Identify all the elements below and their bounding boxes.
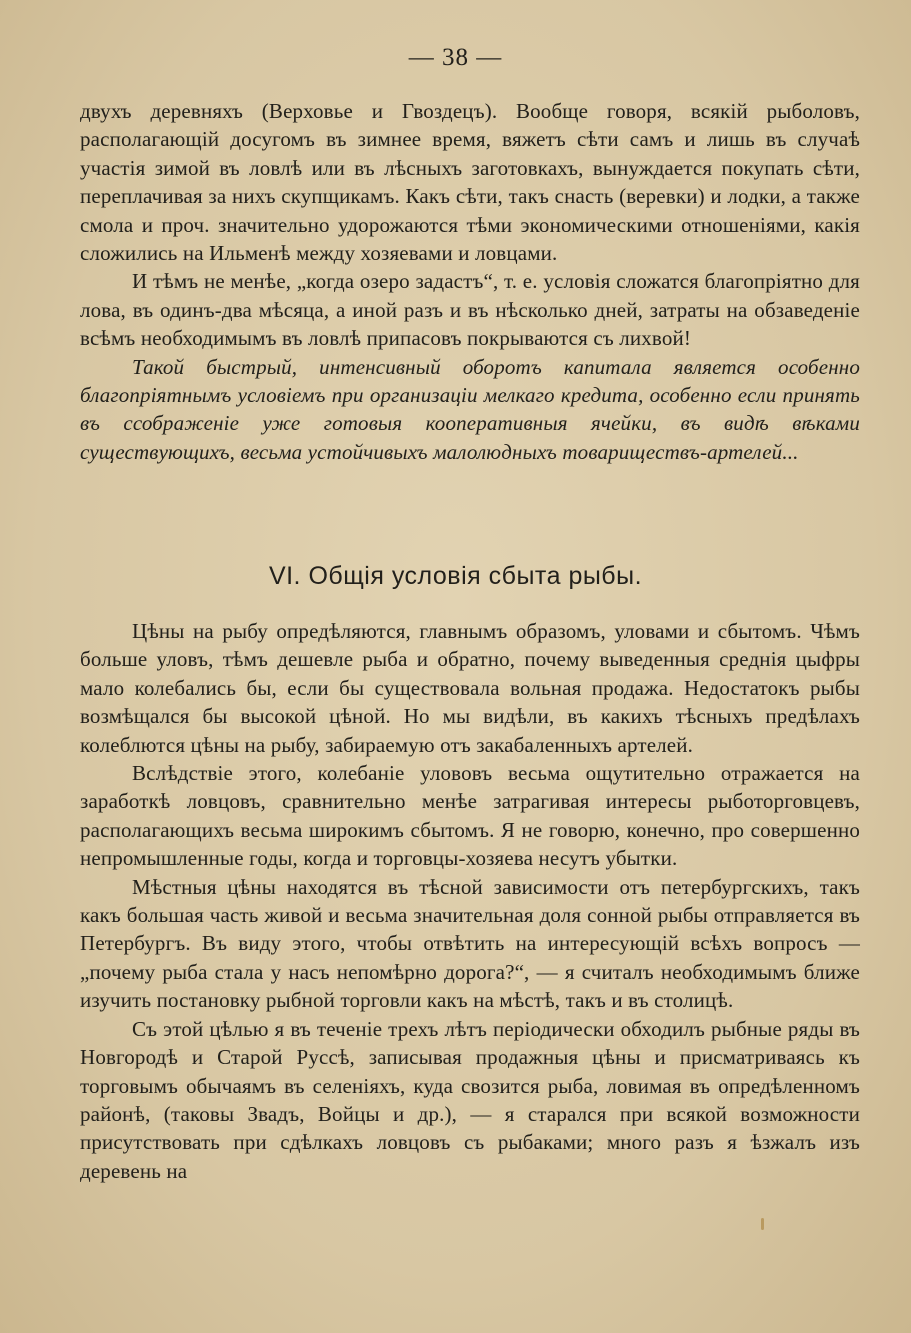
section-heading: VI. Общія условія сбыта рыбы. xyxy=(268,562,643,590)
paragraph-7: Съ этой цѣлью я въ теченіе трехъ лѣтъ періодически обходилъ рыбные ряды въ Новгородѣ и Старой Руссѣ, записывая продажныя цѣны и присматриваясь къ торговымъ обычаямъ въ селеніяхъ, куда свозится рыба, ловимая въ опредѣленномъ районѣ, (таковы Звадъ, Войцы и др.), — я старался при всякой возможности присутствовать при сдѣлкахъ ловцовъ съ рыбаками; много разъ я ѣзжалъ изъ деревень на xyxy=(80,1016,860,1183)
paragraph-2: И тѣмъ не менѣе, „когда озеро задастъ“, т. е. условія сложатся благопріятно для лова, въ одинъ-два мѣсяца, а иной разъ и въ нѣсколько дней, затраты на обзаведеніе всѣмъ необходимымъ въ ловлѣ припасовъ покрываются съ лихвой! xyxy=(80,269,860,351)
paragraph-5: Вслѣдствіе этого, колебаніе улововъ весьма ощутительно отражается на заработкѣ ловцовъ, сравнительно менѣе затрагивая интересы рыботорговцевъ, располагающихъ весьма широкимъ сбытомъ. Я не говорю, конечно, про совершенно непромышленные годы, когда и торговцы-хозяева несутъ убытки. xyxy=(80,761,860,871)
section-2 xyxy=(80,617,860,1185)
section-1 xyxy=(80,97,860,466)
page-number: — 38 — xyxy=(408,44,503,71)
paragraph-4: Цѣны на рыбу опредѣляются, главнымъ образомъ, уловами и сбытомъ. Чѣмъ больше уловъ, тѣмъ дешевле рыба и обратно, почему выведенныя среднія цыфры мало колебались бы, если бы существовала вольная продажа. Недостатокъ рыбы возмѣщался бы высокой цѣной. Но мы видѣли, въ какихъ тѣсныхъ предѣлахъ колеблются цѣны на рыбу, забираемую отъ закабаленныхъ артелей. xyxy=(80,619,860,757)
paragraph-6: Мѣстныя цѣны находятся въ тѣсной зависимости отъ петербургскихъ, такъ какъ большая часть живой и весьма значительная доля сонной рыбы отправляется въ Петербургъ. Въ виду этого, чтобы отвѣтить на интересующій всѣхъ вопросъ — „почему рыба стала у насъ непомѣрно дорога?“, — я считалъ необходимымъ ближе изучить постановку рыбной торговли какъ на мѣстѣ, такъ и въ столицѣ. xyxy=(80,874,860,1013)
ink-mark xyxy=(761,1218,764,1230)
paragraph-3-italic: Такой быстрый, интенсивный оборотъ капитала является особенно благопріятнымъ условіемъ при организаціи мелкаго кредита, особенно если принять въ ссображеніе уже готовыя кооперативныя ячейки, въ видѣ вѣками существующихъ, весьма устойчивыхъ малолюдныхъ товариществъ-артелей... xyxy=(80,354,860,464)
paragraph-1: двухъ деревняхъ (Верховье и Гвоздецъ). Вообще говоря, всякій рыболовъ, располагающій досугомъ въ зимнее время, вяжетъ сѣти самъ и лишь въ случаѣ участія зимой въ ловлѣ или въ лѣсныхъ заготовкахъ, вынуждается покупать сѣти, переплачивая за нихъ скупщикамъ. Какъ сѣти, такъ снасть (веревки) и лодки, а также смола и проч. значительно удорожаются тѣми экономическими отношеніями, какія сложились на Ильменѣ между хозяевами и ловцами. xyxy=(80,99,860,266)
